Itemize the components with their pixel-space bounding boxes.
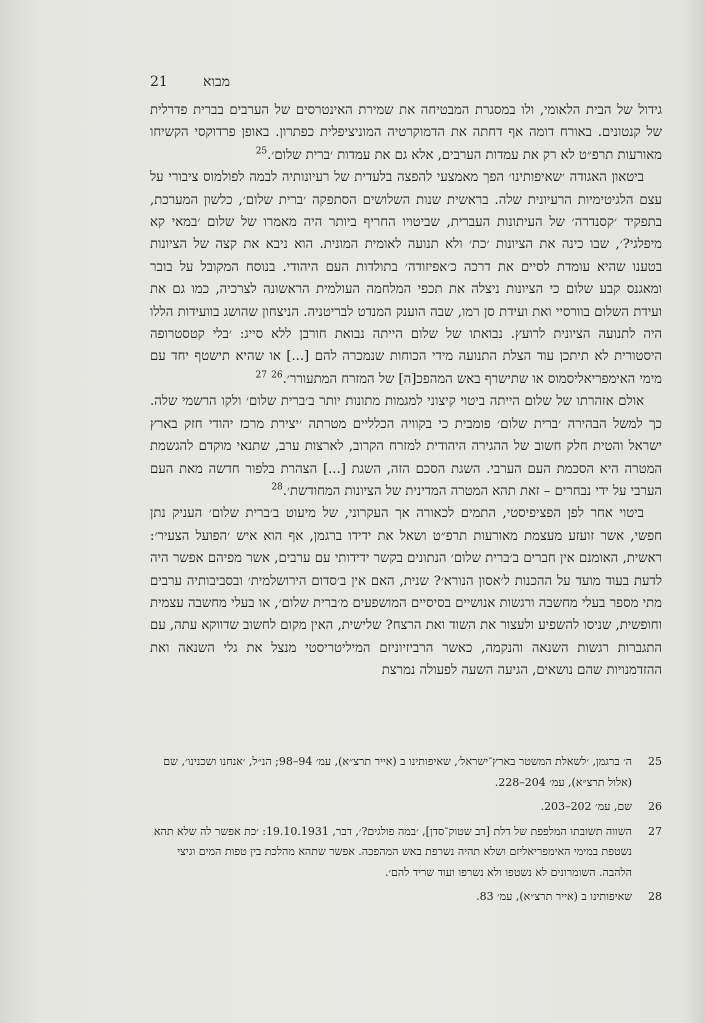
paragraph-1: גידול של הבית הלאומי, ולו במסגרת המבטיחה את שמירת האינטרסים של הערבים בברית פדרלית של קנטונים. באורח דומה אף דחתה את הדמוקרטיה המוניציפלית כפתרון. באופן פרדוקסי הקשיחו מאורעות תרפ״ט לא רק את עמדות הערבים, אלא גם את עמדות ׳ברית שלום׳.$^{25}$ (150, 103, 662, 163)
note-ref-26: 26 (271, 370, 283, 381)
running-header (150, 72, 230, 92)
page-spine-shadow (683, 0, 705, 1023)
paragraph-3: אולם אזהרתו של שלום הייתה ביטוי קיצוני למגמות מתונות יותר ב׳ברית שלום׳ ולקו הרשמי שלה. כך למשל הבהירה ׳ברית שלום׳ פומבית כי בקוויה הכלליים מטרתה ׳יצירת מרכז יהודי חזק בארץ ישראל והטית חלק חשוב של ההגירה היהודית למזרח הקרוב, לארצות ערב, שתנאי מוקדם להגשמת המטרה היא הסכמת העם הערבי. השגת הסכם הזה, השגת [...] הצהרת בלפור חדשה מאת העם הערבי על ידי נבחרים – זאת תהא המטרה המדינית של הציונות המחודשת׳.$^{28}$ (150, 394, 662, 499)
footnote (150, 752, 662, 793)
running-title: מבוא (202, 73, 230, 90)
paragraph-2: ביטאון האגודה ׳שאיפותינו׳ הפך מאמצעי להפצה בלעדית של רעיונותיה לבמה לפולמוס ציבורי על עצם הלגיטימיות הרעיונית שלה. בראשית שנות השלושים הסתפקה ׳ברית שלום׳, כלשון המערכת, בתפקיד ׳קסנדרה׳ של העיתונות העברית, שביטויו החריף ביותר היה מאמרו של שלום ׳במאי קא מיפלגי?׳, שבו כינה את הציונות ׳כת׳ ולא תנועה לאומית המונית. הוא ניבא את קצה של הציונות בטענו שהיא עומדת לסיים את דרכה כ׳אפיזודה׳ בתולדות העם היהודי. בנוסח המקובל על בובר ומאגנס קבע שלום כי הציונות ניצלה את תכפי המלחמה העולמית הראשונה לצרכיה, כמו גם את ועידת השלום בוורסיי ואת ועידת סן רמו, שבה הוענק המנדט לבריטניה. הניצחון שהושג בוועידות הללו היה לתנועה הציונית לרועץ. נבואתו של שלום הייתה נבואת חורבן ללא סייג: ׳בלי קטסטרופה היסטורית לא תיתכן עוד הצלת התנועה מידי הכוחות שנמכרה להם [...] או שהיא תישטף יחד עם מימי האימפריאליסמוס או שתישרף באש המהפכ[ה] של המזרח המתעורר׳.$^{26}$ $^{27}$ (150, 170, 662, 387)
note-ref-25: 25 (255, 146, 268, 157)
footnote-text: שאיפותינו ב (אייר תרצ״א), עמ׳ 83. (476, 890, 632, 903)
footnote (150, 887, 662, 908)
main-text (150, 100, 662, 683)
footnote-number: 25 (648, 755, 662, 768)
page-number: 21 (150, 74, 168, 90)
note-ref-28: 28 (271, 482, 283, 493)
footnote (150, 822, 662, 884)
note-ref-27: 27 (255, 370, 267, 381)
footnote-text: שם, עמ׳ 202–203. (540, 800, 632, 813)
footnote-number: 27 (648, 824, 662, 838)
footnote-text: ה׳ ברגמן, ׳לשאלת המשטר בארץ־ישראל׳, שאיפותינו ב (אייר תרצ״א), עמ׳ 94–98; הנ״ל, ׳אנחנו ושכנינו׳, שם (אלול תרצ״א), עמ׳ 204–228. (163, 755, 632, 789)
footnotes (150, 752, 662, 912)
footnote-number: 26 (648, 800, 662, 813)
footnote-text: השווה תשובתו המלפפת של דלת [דב שטוק־סדן], ׳במה פולגים?׳, דבר, 19.10.1931: ׳כת אפשר לה שלא תהא נשטפת במימי האימפריאליזם ושלא תהיה נשרפת באש המהפכה. אפשר שתהא מהלכת בין טפות המים וגיצי הלהבה. השומרונים לא נשטפו ולא נשרפו ועוד שריד להם׳. (153, 824, 632, 879)
paragraph-4: ביטוי אחר לפן הפציפיסטי, התמים לכאורה אך העקרוני, של מיעוט ב׳ברית שלום׳ העניק נתן חפשי, אשר זועזע מעצמת מאורעות תרפ״ט ושאל את ידידו ברגמן, אף הוא איש ׳הפועל הצעיר׳: ראשית, האומנם אין חברים ב׳ברית שלום׳ הנתונים בקשר ידידותי עם ערבים, אשר מפיהם אפשר היה לדעת בעוד מועד על ההכנות ל׳אסון הנורא׳? שנית, האם אין ב׳סדום הירושלמית׳ ובסביבותיה ערבים מתי מספר בעלי מחשבה ורגשות אנושיים בסיסיים המושפעים מ׳ברית שלום׳, או בעלי מחשבה עצמית וחופשית, שניסו להשפיע ולעצור את השוד ואת הרצח? שלישית, האין מקום לחשוב שדווקא עתה, עם התגברות רגשות השנאה והנקמה, כאשר הרביזיוניזם המיליטריסטי מנצל את גלי השנאה ואת ההזדמנויות שהם נושאים, הגיעה השעה לפעולה נמרצת (150, 506, 662, 679)
footnote-number: 28 (648, 890, 662, 903)
footnote (150, 797, 662, 818)
